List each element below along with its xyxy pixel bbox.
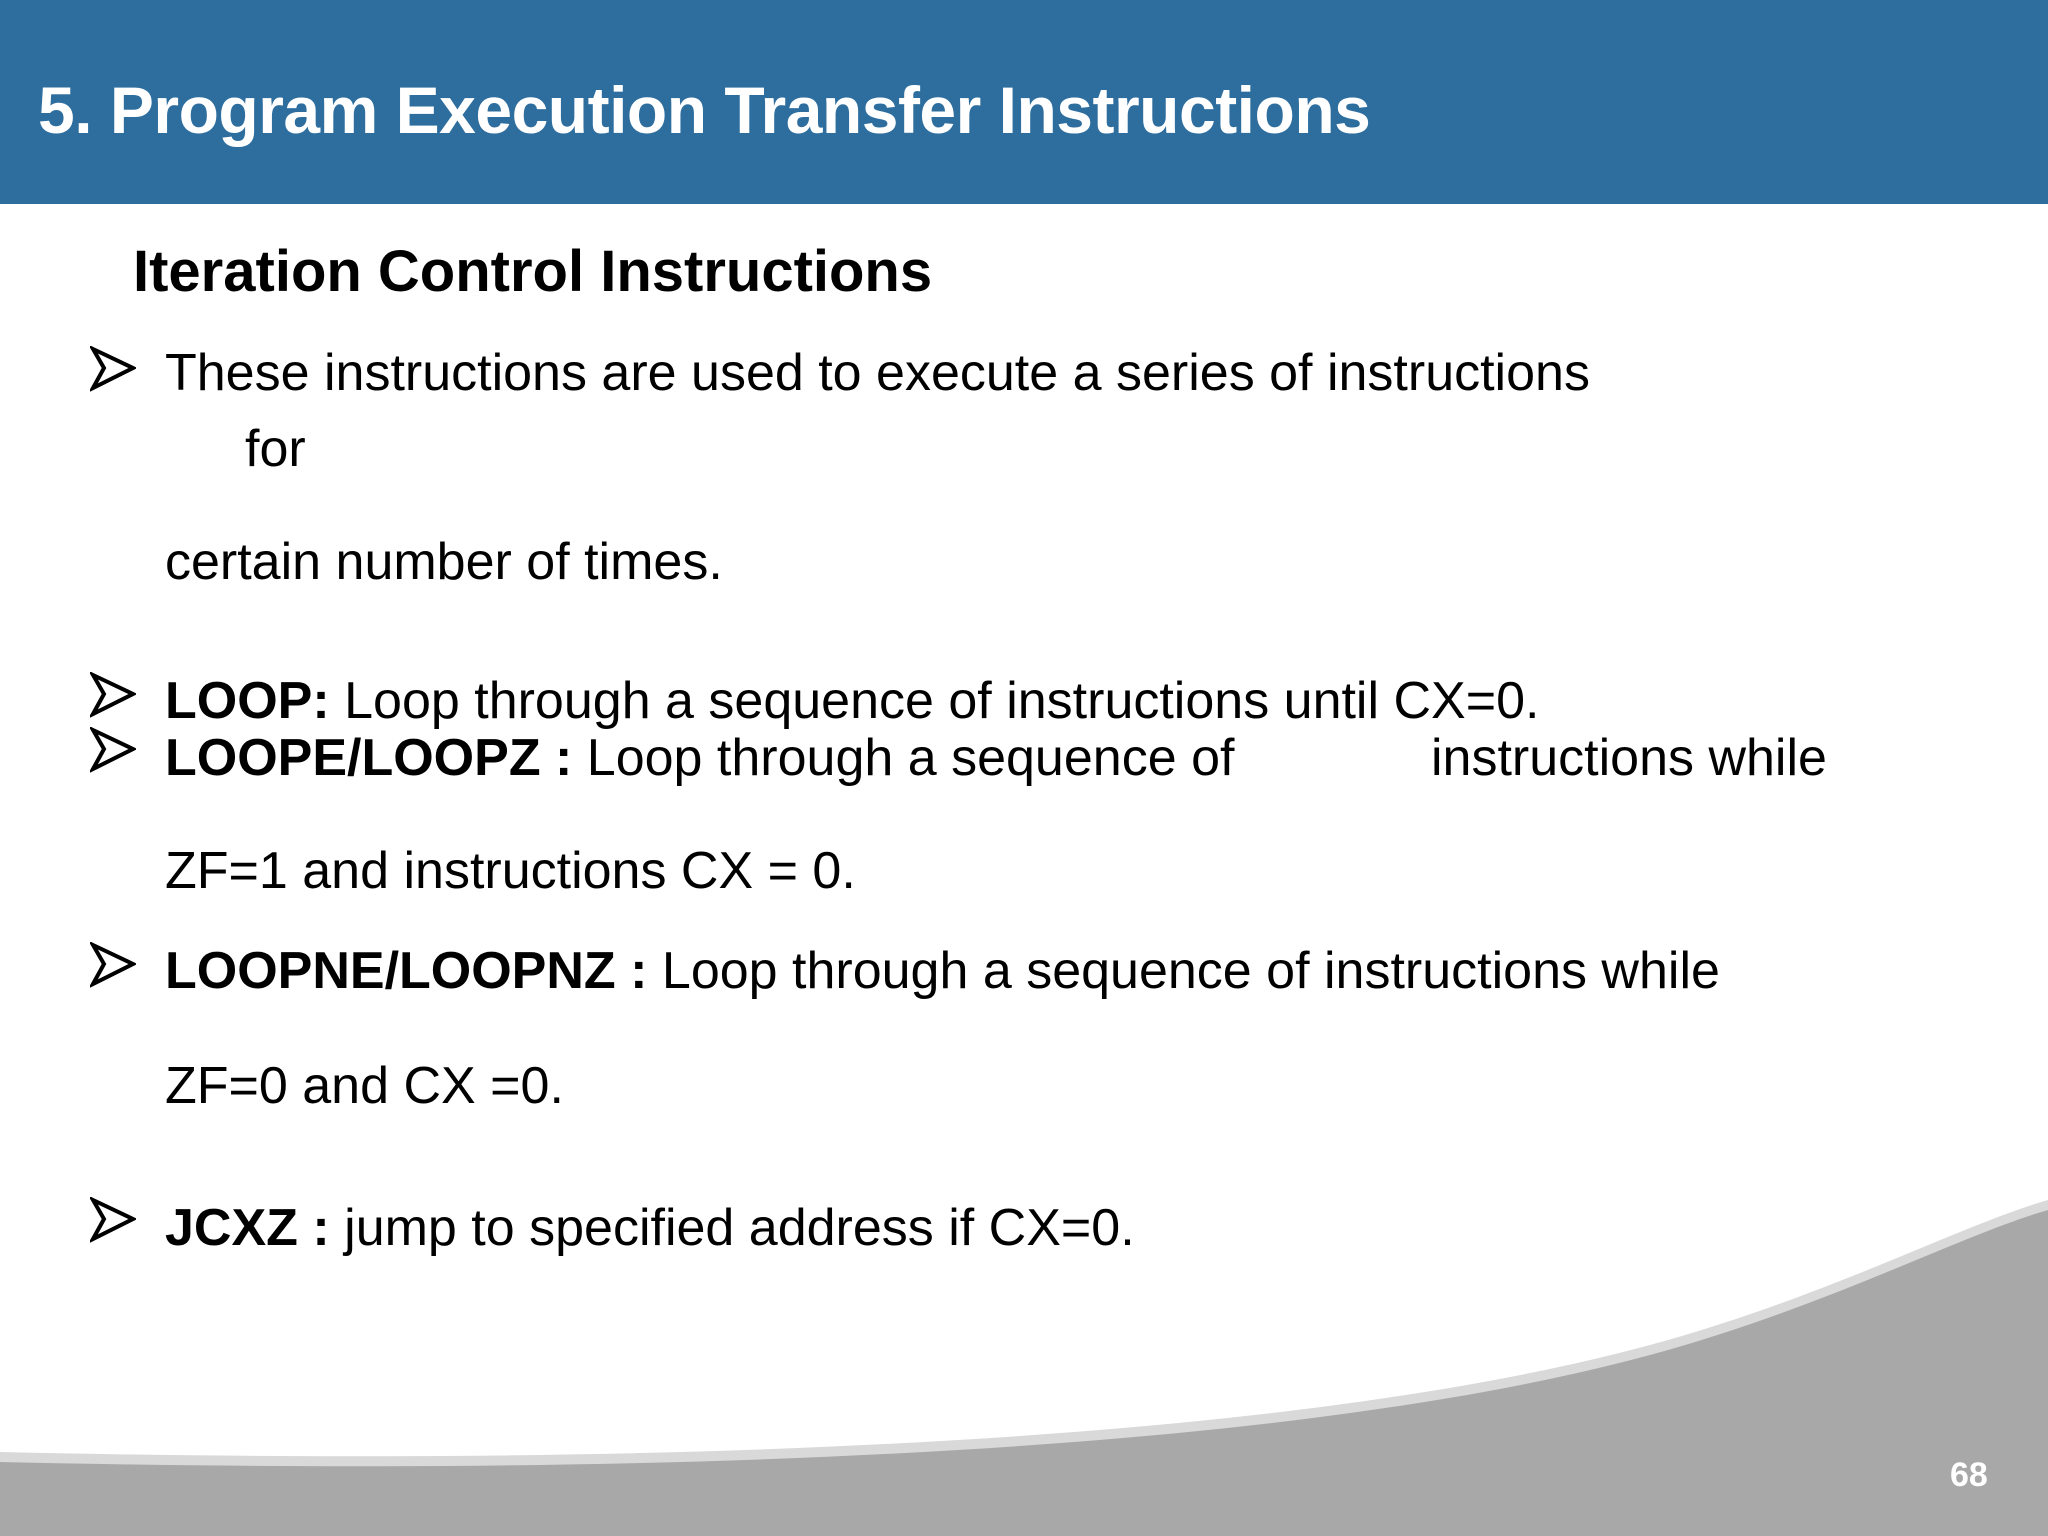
instruction-term: LOOP: (165, 672, 330, 730)
instruction-description: jump to specified address if CX=0. (329, 1199, 1135, 1257)
instruction-description: Loop through a sequence of (572, 729, 1235, 787)
instruction-description-right: instructions while (1431, 729, 1827, 787)
instruction-description: Loop through a sequence of instructions while (647, 942, 1720, 1000)
instruction-term: JCXZ : (165, 1199, 330, 1257)
slide-title: 5. Program Execution Transfer Instructions (38, 73, 1371, 147)
instruction-continuation: ZF=0 and CX =0. (165, 1057, 564, 1115)
page-number: 68 (1950, 1456, 1988, 1494)
intro-line-3: certain number of times. (165, 533, 723, 591)
instruction-continuation: ZF=1 and instructions CX = 0. (165, 842, 856, 900)
intro-line-2: for (245, 420, 306, 478)
intro-line-1: These instructions are used to execute a series of instructions (165, 344, 1590, 402)
instruction-term: LOOPE/LOOPZ : (165, 729, 573, 787)
instruction-description: Loop through a sequence of instructions until CX=0. (329, 672, 1540, 730)
instruction-term: LOOPNE/LOOPNZ : (165, 942, 648, 1000)
section-subtitle: Iteration Control Instructions (133, 239, 933, 304)
